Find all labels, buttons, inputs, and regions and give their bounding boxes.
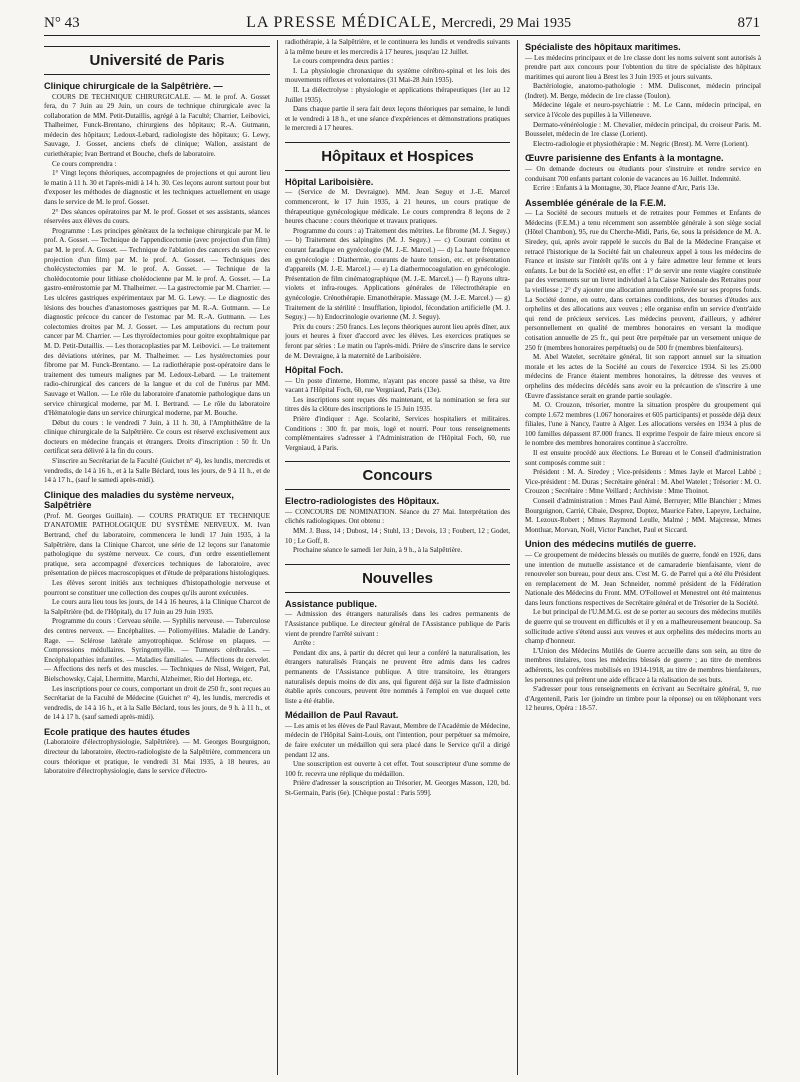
article-text: (Laboratoire d'électrophysiologie, Salpêtrière). — M. Georges Bourguignon, directeur du laboratoire, électro-radiologiste de la Salpêtrière, commencera un cours théorique et pratique, le vendredi 31 Mai 1935, à 18 heures, au laboratoire d'électrophysiologie, dans le service d'électro- (44, 738, 270, 776)
article-text: Le cours aura lieu tous les jours, de 14 à 16 heures, à la Clinique Charcot de la Salpêtrière (bd. de l'Hôpital), du 17 Juin au 29 Juin 1935. (44, 598, 270, 616)
article-text: Il est ensuite procédé aux élections. Le Bureau et le Conseil d'administration sont composés comme suit : (525, 449, 761, 467)
column-1 (44, 38, 270, 1078)
article-text: Pendant dix ans, à partir du décret qui leur a conféré la naturalisation, les étrangers naturalisés Français ne peuvent être admis dans les cadres permanents de l'Assistance publique. A titre transitoire, les étrangers naturalisés depuis moins de dix ans, qui figurent déjà sur la liste d'admission établie après concours, peuvent être nommés à l'emploi en vue duquel cette liste a été établie. (285, 648, 510, 705)
article-text: Prochaine séance le samedi 1er Juin, à 9 h., à la Salpêtrière. (293, 546, 463, 555)
article-text: — Ce groupement de médecins blessés ou mutilés de guerre, fondé en 1926, dans une intention de mutuelle assistance et de camaraderie bienfaisante, vient de renouveler son bureau, pour deux ans. C'est M. G. de Parrel qui a été élu Président en remplacement de M. Jean Schneider, nommé président de la Fédération Nationale des Médecins du Front. MM. O'Followel et Menestrel ont été maintenus dans leurs fonctions respectives de Secrétaire général et de Trésorier de la Société. (525, 550, 761, 607)
journal-name: LA PRESSE MÉDICALE, (246, 14, 438, 31)
article-text: — (Service de M. Devraigne). MM. Jean Seguy et J.-E. Marcel commenceront, le 17 Juin 1935, à 21 heures, un cours pratique de thérapeutique gynécologique médicale. Le cours comprendra 8 leçons de 2 heures chacune : cours théorique et travaux pratiques. (285, 188, 510, 226)
column-2 (285, 38, 510, 1078)
article-heading: Ecole pratique des hautes études (44, 726, 191, 737)
article-heading: Hôpital Lariboisière. (285, 176, 374, 187)
column-3 (525, 38, 761, 1078)
article-text: Dans chaque partie il sera fait deux leçons théoriques par semaine, le lundi et le vendredi à 18 h., et une séance d'expériences et démonstrations pratiques le mercredi à 17 heures. (285, 105, 510, 133)
column-divider (277, 40, 278, 1075)
article-text: 2° Des séances opératoires par M. le prof. Gosset et ses assistants, séances réservées aux élèves du cours. (44, 207, 270, 226)
section-title-hopitaux: Hôpitaux et Hospices (285, 142, 510, 171)
article-text: COURS DE TECHNIQUE CHIRURGICALE. — M. le prof. A. Gosset fera, du 7 Juin au 29 Juin, un cours de technique chirurgicale avec la collaboration de MM. Petit-Dutaillis, agrégé à la Faculté; Charrier, Leibovici, Thalheimer, Funck-Brentano, chirurgiens des hôpitaux; R.-A. Gutmann, médecin des hôpitaux; Ledoux-Lebard, radiologiste des hôpitaux; G. Lewy, Sauvage, J. Gosset, anciens chefs de clinique; Wallon, assistant de curiethérapie; Ivan Bertrand et Bouche, chefs de laboratoire. (44, 92, 270, 159)
article-text: II. La diélectrolyse : physiologie et applications thérapeutiques (1er au 12 Juillet 1935). (285, 85, 510, 104)
article-text: — Les amis et les élèves de Paul Ravaut, Membre de l'Académie de Médecine, médecin de l'Hôpital Saint-Louis, ont l'intention, pour perpétuer sa mémoire, de faire exécuter un médaillon qui sera placé dans le Service qu'il a dirigé pendant 12 ans. (285, 721, 510, 759)
article-text: — Un poste d'interne, Homme, n'ayant pas encore passé sa thèse, va être vacant à l'Hôpital Foch, 60, rue Vergniaud, Paris (13e). (285, 376, 510, 395)
article-text: Médecine légale et neuro-psychiatrie : M. Le Cann, médecin principal, en service à l'école des pupilles à la Villeneuve. (525, 101, 761, 120)
page-number: 871 (737, 15, 760, 31)
article-heading: Assemblée générale de la F.E.M. (525, 197, 666, 208)
article-text: Bactériologie, anatomo-pathologie : MM. Dulisconet, médecin principal (Indret). M. Berge, médecin de 1re classe (Toulon). (525, 82, 761, 100)
article-text: Ecrire : Enfants à la Montagne, 30, Place Jeanne d'Arc, Paris 13e. (533, 184, 720, 193)
article-text: 1° Vingt leçons théoriques, accompagnées de projections et qui auront lieu le matin à 11 h. 30 et l'après-midi à 14 h. 30. Ces leçons auront surtout pour but d'exposer les méthodes de diagnostic et les techniques actuellement en usage dans le service de M. le prof. Gosset. (44, 169, 270, 207)
section-title-universite: Université de Paris (44, 46, 270, 75)
article-text: Prière d'adresser la souscription au Trésorier, M. Georges Masson, 120, bd. St-Germain, Paris (6e). [Chèque postal : Paris 599]. (285, 779, 510, 797)
article-text: — CONCOURS DE NOMINATION. Séance du 27 Mai. Interprétation des clichés radiologiques. Ont obtenu : (285, 507, 510, 526)
article-text: MM. J. Buss, 14 ; Dubost, 14 ; Stuhl, 13 ; Devois, 13 ; Foubert, 12 ; Godet, 10 ; Le Goff, 8. (285, 527, 510, 545)
article-text: Les élèves seront initiés aux techniques d'histopathologie nerveuse et pourront se constituer une collection des coupes qu'ils auront exécutées. (44, 579, 270, 597)
article-heading: Œuvre parisienne des Enfants à la montagne. (525, 153, 724, 164)
article-text: Début du cours : le vendredi 7 Juin, à 11 h. 30, à l'Amphithéâtre de la clinique chirurgicale de la Salpêtrière. Ce cours est réservé exclusivement aux docteurs en médecine français et étrangers. Droits d'inscription : 50 fr. Un certificat sera délivré à la fin du cours. (44, 418, 270, 456)
article-text: (Prof. M. Georges Guillain). — COURS PRATIQUE ET TECHNIQUE D'ANATOMIE PATHOLOGIQUE DU SYSTÈME NERVEUX. M. Ivan Bertrand, chef du laboratoire, commencera le lundi 17 Juin 1935, à la Salpêtrière, dans la Clinique Charcot, une série de 12 leçons sur l'anatomie pathologique du système nerveux. Ce cours, d'un ordre essentiellement pratique, sera accompagné d'exercices techniques de laboratoire, avec présentation de pièces macroscopiques et d'étude de préparations histologiques. (44, 511, 270, 578)
article-text: Prix du cours : 250 francs. Les leçons théoriques auront lieu après dîner, aux jours et heures à fixer d'accord avec les élèves. Les exercices pratiques se feront par séries : Le matin ou l'après-midi. Prière de s'inscrire dans le service de M. Devraigne, à la maternité de Lariboisière. (285, 322, 510, 360)
journal-title (246, 14, 571, 32)
article-text: radiothérapie, à la Salpêtrière, et le continuera les lundis et vendredis suivants à la même heure et les mercredis à 17 heures, jusqu'au 12 Juillet. (285, 38, 510, 56)
article-text: M. Abel Watelet, secrétaire général, lit son rapport annuel sur la situation morale et les actes de la Société au cours de l'exercice 1934. Si les 25.000 médecins de France étaient membres honoraires, la détresse des veuves et orphelins des médecins décédés sans avoir eu la précaution de s'inscrire à une Œuvre d'assistance serait en grande partie soulagée. (525, 353, 761, 400)
article-heading: Médaillon de Paul Ravaut. (285, 710, 399, 721)
article-heading: Electro-radiologistes des Hôpitaux. (285, 496, 440, 507)
article-text: S'inscrire au Secrétariat de la Faculté (Guichet n° 4), les lundis, mercredis et vendredis, de 14 à 16 h., et à la Salle Béclard, tous les jours, de 9 à 11 h., et de 14 à 17 h., (sauf le samedi après-midi). (44, 457, 270, 485)
article-text: — On demande docteurs ou étudiants pour s'instruire et rendre service en conduisant 700 enfants partant colonie de vacances au 16 Juillet. Indemnité. (525, 164, 761, 183)
issue-number: N° 43 (44, 15, 80, 31)
article-heading: Hôpital Foch. (285, 365, 344, 376)
issue-date: Mercredi, 29 Mai 1935 (441, 16, 571, 31)
article-text: Arrête : (293, 639, 315, 648)
article-text: — Les médecins principaux et de 1re classe dont les noms suivent sont autorisés à prendre part aux concours pour l'obtention du titre de spécialiste des hôpitaux maritimes qui auront lieu à Brest les 3 Juin 1935 et jours suivants. (525, 53, 761, 81)
article-text: Président : M. A. Siredey ; Vice-présidents : Mmes Jayle et Marcel Labbé ; Vice-président : M. Duras ; Secrétaire général : M. Abel Watelet ; Trésorier : M. O. Crouzon ; Secrétaire : Mme Veillard ; Archiviste : Mme Thoinot. (525, 468, 761, 496)
article-text: Programme : Les principes généraux de la technique chirurgicale par M. le prof. A. Gosset. — Technique de l'appendicectomie (avec projection d'un film) par M. le prof. A. Gosset. — Technique de l'ablation des cancers du sein (avec projection d'un film) par M. le prof. A. Gosset. — Techniques des cholécystectomies par M. le prof. A. Gosset. — Technique de la cholédocotomie pour lithiase cholédocienne par M. le prof. A. Gosset. — La gastro-entérostomie par M. Thalheimer. — La gastrectomie par M. Charrier. — Les ulcères gastriques expérimentaux par M. G. Lewy. — Le diagnostic des lésions des bouches d'anastomoses gastriques par M. R.-A. Gutmann. — Le diagnostic précoce du cancer de l'estomac par M. R.-A. Gutmann. — Les colectomies droites par M. J. Gosset. — Les amputations du rectum pour cancer par M. Charrier. — Les thyroïdectomies pour goitre exophtalmique par M. D. Petit-Dutaillis. — Les thoracoplasties par M. Leibovici. — Le traitement des déviations utérines, par M. Thalheimer. — Les hystérectomies pour fibrome par M. Funck-Brentano. — La radiothérapie post-opératoire dans le traitement des tumeurs malignes par M. Ledoux-Lebard. — Le traitement radio-chirurgical des cancers de la langue et du col de l'utérus par MM. Sauvage et Wallon. — Le rôle du laboratoire d'anatomie pathologique dans un service chirurgical moderne, par M. I. Bertrand. — Le rôle du laboratoire d'Hématologie dans un service chirurgical moderne, par M. Bouche. (44, 226, 270, 418)
masthead (44, 6, 760, 36)
article-text: — Admission des étrangers naturalisés dans les cadres permanents de l'Assistance publique. Le directeur général de l'Assistance publique de Paris vient de prendre l'arrêté suivant : (285, 610, 510, 638)
article-text: Electro-radiologie et physiothérapie : M. Negric (Brest). M. Verre (Lorient). (533, 139, 749, 148)
article-text: Les inscriptions sont reçues dès maintenant, et la nomination se fera sur titres dès la clôture des inscriptions le 15 Juin 1935. (285, 395, 510, 414)
article-heading: Clinique chirurgicale de la Salpêtrière. — (44, 81, 223, 91)
article-text: Le but principal de l'U.M.M.G. est de se porter au secours des médecins mutilés de guerre qui se trouvent en difficultés et il y en a malheureusement beaucoup. Sa sollicitude active s'étend aussi aux veuves et aux orphelins des médecins morts au champ d'honneur. (525, 608, 761, 646)
article-heading: Spécialiste des hôpitaux maritimes. (525, 42, 681, 52)
article-text: Programme du cours : a) Traitement des métrites. Le fibrome (M. J. Seguy.) — b) Traitement des salpingites (M. J. Seguy.) — c) Courant continu et courant faradique en gynécologie (M. J.-E. Marcel.) — d) La haute fréquence en gynécologie : Diathermie, courants de haute tension, etc. et présentation d'appareils (M. J.-E. Marcel.) — e) La diathermocoagulation en gynécologie. Présentation de film cinématographique (M. J.-E. Marcel.) — f) Rayons ultra-violets et infra-rouges. Applications générales de l'électrothérapie en gynécologie. Crénothérapie. Emanothérapie. Massage (M. J.-E. Marcel.) — g) Traitement de la stérilité : Insufflation, lipiodol, fécondation artificielle (M. J. Seguy.) — h) Endocrinologie ovarienne (M. J. Seguy). (285, 226, 510, 322)
article-text: Une souscription est ouverte à cet effet. Tout souscripteur d'une somme de 100 fr. recevra une réplique du médaillon. (285, 760, 510, 778)
article-text: L'Union des Médecins Mutilés de Guerre accueille dans son sein, au titre de membres titulaires, tous les médecins blessés de guerre ; au titre de membres adhérents, les confrères mobilisés en 1914-1918, au titre de membres bienfaiteurs, les personnes qui prêtent une aide efficace à la réalisation de ses buts. (525, 646, 761, 684)
article-text: Dermato-vénéréologie : M. Chevalier, médecin principal, du croiseur Paris. M. Bousselet, médecin de 1re classe (Lorient). (525, 120, 761, 139)
article-text: I. La physiologie chronaxique du système cérébro-spinal et les lois des mouvements réflexes et volontaires (31 Mai-28 Juin 1935). (285, 66, 510, 85)
article-text: S'adresser pour tous renseignements en écrivant au Secrétaire général, 9, rue d'Argentenil, Paris 1er (joindre un timbre pour la réponse) ou en téléphonant vers 12 heures, Opéra : 18-57. (525, 685, 761, 713)
article-heading: Clinique des maladies du système nerveux, Salpêtrière (44, 489, 234, 511)
article-heading: Assistance publique. (285, 598, 377, 609)
section-title-nouvelles: Nouvelles (285, 564, 510, 593)
article-text: Le cours comprendra deux parties : (293, 57, 394, 66)
article-text: Prière d'indiquer : Age. Scolarité, Services hospitaliers et militaires. Conditions : 300 fr. par mois, logé et nourri. Pour tous renseignements complémentaires s'adresser à l'Administration de l'Hôpital Foch, 60, rue Vergniaud, à Paris. (285, 415, 510, 452)
article-text: Les inscriptions pour ce cours, comportant un droit de 250 fr., sont reçues au Secrétariat de la Faculté de Médecine (Guichet n° 4), les lundis, mercredis et vendredis, de 14 à 16 h., et à la Salle Béclard, tous les jours, de 9 h. à 11 h., et de 14 à 17 h. (sauf samedi après-midi). (44, 684, 270, 722)
article-text: Ce cours comprendra : (52, 159, 117, 168)
article-heading: Union des médecins mutilés de guerre. (525, 539, 697, 550)
column-divider (517, 40, 518, 1075)
article-text: Conseil d'administration : Mmes Paul Aimé, Berruyer; Mlle Blanchier ; Mmes Bourguignon, Carrié, Cibaie, Desprez, Doptez, Maurice Fabre, Lapeyre, Lechaine, M. Lezoux-Robert ; Mmes Raymond Leulle, Malmé ; MM. Majcresse, Mmes Montluar, Morvan, Noël, Victor Panchet, Paul et Siccard. (525, 497, 761, 534)
section-title-concours: Concours (285, 461, 510, 490)
article-text: Programme du cours : Cerveau sénile. — Syphilis nerveuse. — Tuberculose des centres nerveux. — Encéphalites. — Poliomyélites. Maladie de Landry. Rage. — Sclérose latérale amyotrophique. Sclérose en plaques. — Compressions médullaires. Syringomyélie. — Tumeurs cérébrales. — Encéphalopathies infantiles. — Maladies familiales. — Affections du cervelet. — Affections des nerfs et des muscles. — Techniques de Nissl, Weigert, Pal, Bielschowsky, Cajal, Lhermitte, Marchi, Alzheimer, Rio del Hortega, etc. (44, 617, 270, 683)
article-text: M. O. Crouzon, trésorier, montre la situation prospère du groupement qui compte 1.672 membres (1.067 honoraires et 605 participants) et possède déjà deux filiales, l'une à Nancy, l'autre à Alger. Les allocations versées en 1934 à plus de 100 familles dépassent 87.000 francs. Il exprime l'espoir de faire mieux encore si le nombre des membres honoraires continue à s'accroître. (525, 401, 761, 448)
article-text: — La Société de secours mutuels et de retraites pour Femmes et Enfants de Médecins (F.E.M.) a tenu récemment son assemblée générale à son siège social (Hôtel Chambon), 95, rue du Cherche-Midi, Paris, 6e, sous la présidence de M. A. Siredey, qui, après avoir rappelé le succès du Bal de la Médecine Française et retracé l'historique de la Société fait un chaleureux appel à tous les médecins de France et insiste sur l'intérêt qu'ils ont à y faire admettre leur femme et leurs enfants. Le but de la Société est, en effet : 1° de servir une rente viagère constituée par des versements sur un livret individuel à la Caisse Nationale des Retraites pour la vieillesse ; 2° d'y ajouter une allocation annuelle prélevée sur ses propres fonds. La Société donne, en outre, dans certaines conditions, des bourses d'études aux orphelins et des allocations aux veuves ; elle organise enfin un service d'entr'aide qui rend de précieux services. Les médecins peuvent, d'ailleurs, y adhérer personnellement en qualité de membres honoraires en versant la modique cotisation annuelle de 25 fr., qui peut être perpétuée par un versement unique de 250 fr (membres honoraires perpétuels) ou de 500 fr (membres bienfaiteurs). (525, 209, 761, 352)
